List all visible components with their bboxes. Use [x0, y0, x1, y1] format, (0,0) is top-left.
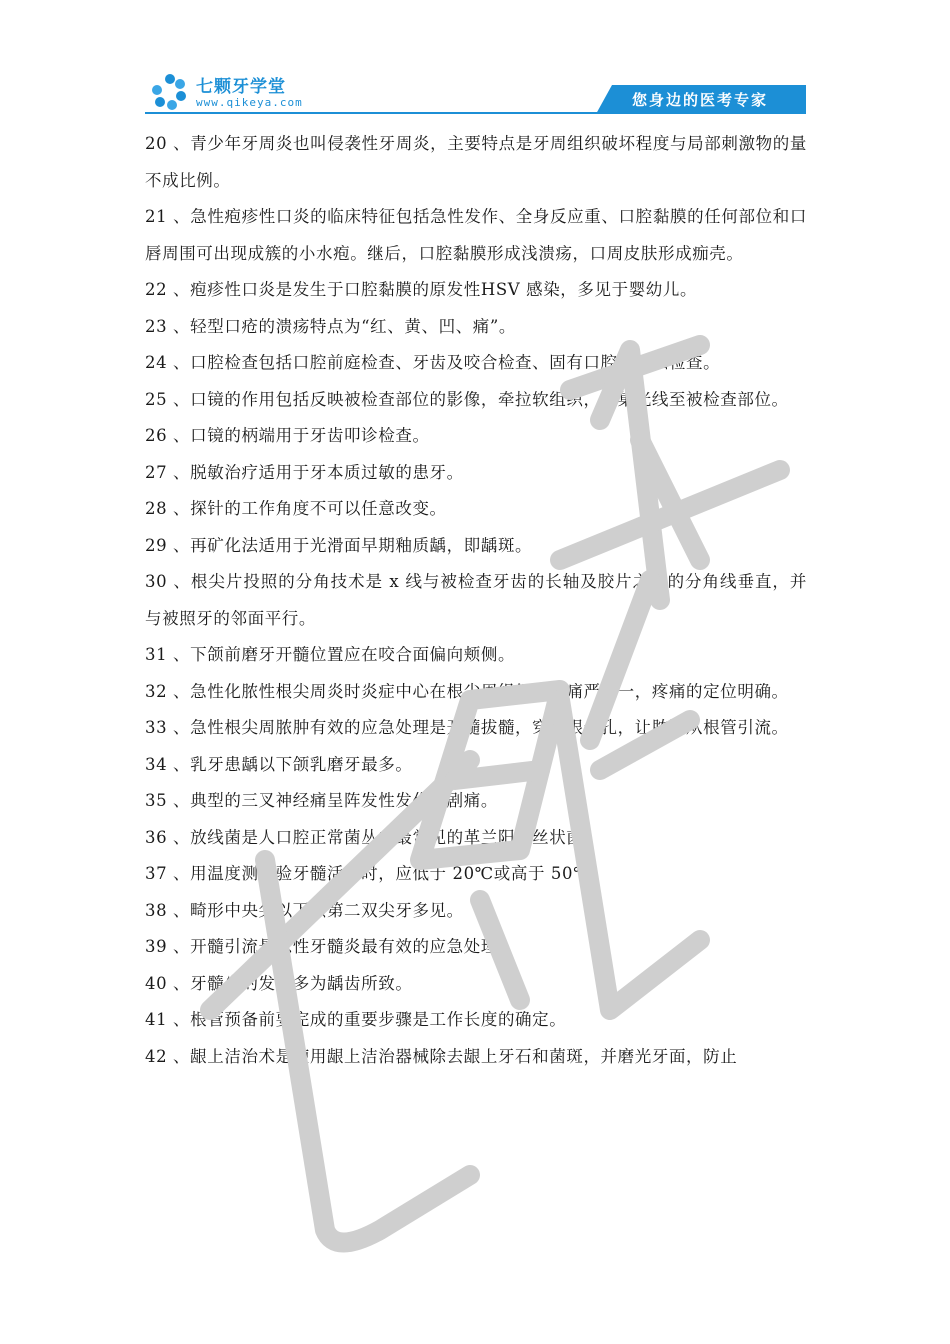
list-item: 25 、口镜的作用包括反映被检查部位的影像，牵拉软组织，聚集光线至被检查部位。	[145, 389, 789, 409]
list-item: 30 、根尖片投照的分角技术是 x 线与被检查牙齿的长轴及胶片之间的分角线垂直，并与被照牙的邻面平行。	[145, 572, 807, 628]
list-item: 29 、再矿化法适用于光滑面早期釉质龋，即龋斑。	[145, 535, 533, 555]
list-item: 34 、乳牙患龋以下颌乳磨牙最多。	[145, 754, 413, 774]
list-item: 33 、急性根尖周脓肿有效的应急处理是开髓拔髓，穿刺根尖孔，让脓液从根管引流。	[145, 718, 789, 737]
list-item: 22 、疱疹性口炎是发生于口腔黏膜的原发性HSV 感染，多见于婴幼儿。	[145, 280, 698, 299]
list-item: 31 、下颌前磨牙开髓位置应在咬合面偏向颊侧。	[145, 645, 516, 664]
list-item: 28 、探针的工作角度不可以任意改变。	[145, 499, 447, 518]
list-item: 38 、畸形中央尖以下颌第二双尖牙多见。	[145, 900, 464, 920]
list-item: 40 、牙髓炎的发生多为龋齿所致。	[145, 973, 413, 993]
list-item: 37 、用温度测、验牙髓活力时，应低于 20℃或高于 50℃。	[145, 864, 610, 883]
list-item: 42 、龈上洁治术是使用龈上洁治器械除去龈上牙石和菌斑，并磨光牙面，防止	[145, 1046, 738, 1066]
list-item: 24 、口腔检查包括口腔前庭检查、牙齿及咬合检查、固有口腔及口咽检查。	[145, 353, 721, 372]
list-item: 32 、急性化脓性根尖周炎时炎症中心在根尖周组织，叩痛严重一，疼痛的定位明确。	[145, 681, 789, 701]
list-item: 35 、典型的三叉神经痛呈阵发性发作性剧痛。	[145, 791, 498, 810]
list-item: 20 、青少年牙周炎也叫侵袭性牙周炎，主要特点是牙周组织破坏程度与局部刺激物的量不成比例。	[145, 134, 807, 190]
list-item: 21 、急性疱疹性口炎的临床特征包括急性发作、全身反应重、口腔黏膜的任何部位和口唇周围可出现成簇的小水疱。继后，口腔黏膜形成浅溃疡，口周皮肤形成痂壳。	[145, 207, 807, 263]
slogan-text: 您身边的医考专家	[631, 91, 768, 109]
list-item: 23 、轻型口疮的溃疡特点为“红、黄、凹、痛”。	[145, 316, 517, 336]
question-list	[145, 126, 807, 1075]
brand-url: www.qikeya.com	[196, 96, 303, 109]
list-item: 41 、根管预备前要完成的重要步骤是工作长度的确定。	[145, 1010, 567, 1029]
list-item: 39 、开髓引流是急性牙髓炎最有效的应急处理。	[145, 937, 516, 956]
brand-name: 七颗牙学堂	[196, 77, 286, 97]
flower-logo-icon	[152, 74, 188, 110]
list-item: 26 、口镜的柄端用于牙齿叩诊检查。	[145, 426, 430, 445]
list-item: 36 、放线菌是人口腔正常菌丛中最常见的革兰阳性丝状菌。	[145, 827, 601, 847]
list-item: 27 、脱敏治疗适用于牙本质过敏的患牙。	[145, 462, 464, 482]
